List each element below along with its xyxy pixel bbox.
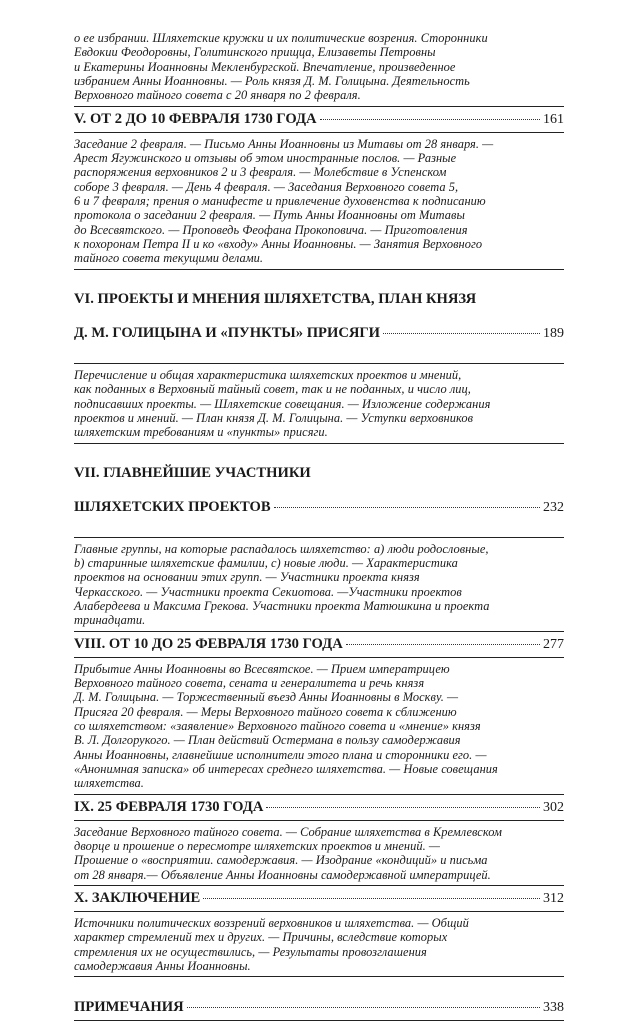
- divider: [74, 106, 564, 107]
- page-number: 312: [543, 891, 564, 907]
- divider: [74, 631, 564, 632]
- divider: [74, 132, 564, 133]
- divider: [74, 1020, 564, 1021]
- dot-leader: [203, 898, 540, 899]
- page-number: 189: [543, 325, 564, 341]
- section-title: V. ОТ 2 ДО 10 ФЕВРАЛЯ 1730 ГОДА: [74, 110, 317, 127]
- divider: [74, 820, 564, 821]
- divider: [74, 911, 564, 912]
- page-number: 302: [543, 799, 564, 815]
- section-description: Заседание Верховного тайного совета. — Собрание шляхетства в Кремлевском дворце и прошение о пересмотре шляхетских проектов и мнений. — Прошение о «восприятии. самодержавия. — Изодрание «кондиций» и письма от 28 января.— Объявление Анны Иоанновны самодержавной императрицей.: [74, 824, 502, 882]
- section-description: Прибытие Анны Иоанновны во Всесвятское. — Прием императрицею Верховного тайного совета, сената и генералитета и речь князя Д. М. Голицына. — Торжественный въезд Анны Иоанновны в Москву. — Присяга 20 февраля. — Меры Верховного тайного совета к сближению со шляхетством: «заявление» Верховного тайного совета и «мнение» князя В. Л. Долгорукого. — План действий Остермана в пользу самодержавия Анны Иоанновны, главнейшие исполнители этого плана и сторонники его. — «Анонимная записка» об интересах среднего шляхетства. — Новые совещания шляхетства.: [74, 661, 498, 791]
- divider: [74, 657, 564, 658]
- intro-description: о ее избрании. Шляхетские кружки и их политические возрения. Сторонники Евдокии Феодоровны, Голитинского прищца, Елизаветы Петровны и Екатерины Иоанновны Мекленбургской. Впечатление, произведенное избранием Анны Иоанновны. — Роль князя Д. М. Голицына. Деятельность Верховного тайного совета с 20 января по 2 февраля.: [74, 31, 488, 103]
- section-description: Источники политических воззрений верховников и шляхетства. — Общий характер стремлений тех и других. — Причины, вследствие которых стремления их не осуществились, — Результаты провозглашения самодержавия Анны Иоанновны.: [74, 916, 469, 974]
- section-title-line-1: VII. ГЛАВНЕЙШИЕ УЧАСТНИКИ: [74, 464, 311, 481]
- section-heading-10: [74, 890, 564, 907]
- page-number: 232: [543, 499, 564, 515]
- dot-leader: [266, 807, 540, 808]
- section-title: X. ЗАКЛЮЧЕНИЕ: [74, 890, 201, 907]
- page-number: 277: [543, 636, 564, 652]
- divider: [74, 794, 564, 795]
- divider: [74, 363, 564, 364]
- page-number: 161: [543, 111, 564, 127]
- dot-leader: [346, 644, 540, 645]
- section-title-line-2: Д. М. ГОЛИЦЫНА И «ПУНКТЫ» ПРИСЯГИ: [74, 324, 381, 341]
- page-number: 338: [543, 1000, 564, 1016]
- section-title: VIII. ОТ 10 ДО 25 ФЕВРАЛЯ 1730 ГОДА: [74, 635, 343, 652]
- section-title-line-1: VI. ПРОЕКТЫ И МНЕНИЯ ШЛЯХЕТСТВА, ПЛАН КНЯЗЯ: [74, 290, 477, 307]
- section-heading-9: [74, 799, 564, 816]
- dot-leader: [320, 119, 540, 120]
- divider: [74, 443, 564, 444]
- section-heading-8: [74, 636, 564, 653]
- section-heading-5: [74, 111, 564, 128]
- section-heading-6: [74, 274, 564, 359]
- notes-title: ПРИМЕЧАНИЯ: [74, 999, 184, 1016]
- divider: [74, 269, 564, 270]
- divider: [74, 885, 564, 886]
- spacer: [74, 981, 564, 997]
- divider: [74, 976, 564, 977]
- dot-leader: [383, 333, 540, 334]
- dot-leader: [274, 507, 540, 508]
- divider: [74, 537, 564, 538]
- section-heading-7: [74, 448, 564, 533]
- section-description: Перечисление и общая характеристика шляхетских проектов и мнений, как поданных в Верховный тайный совет, так и не поданных, и число лиц, подписавших проекты. — Шляхетские совещания. — Изложение содержания проектов и мнений. — План князя Д. М. Голицына. — Уступки верховников шляхетским требованиям и «пункты» присяги.: [74, 367, 491, 440]
- section-title: IX. 25 ФЕВРАЛЯ 1730 ГОДА: [74, 798, 264, 815]
- section-description: Заседание 2 февраля. — Письмо Анны Иоанновны из Митавы от 28 января. — Арест Ягужинского и отзывы об этом иностранные послов. — Разные распоряжения верховников 2 и 3 февраля. — Молебствие в Успенском соборе 3 февраля. — День 4 февраля. — Заседания Верховного совета 5, 6 и 7 февраля; прения о манифесте и привлечение духовенства к подписанию протокола о заседании 2 февраля. — Путь Анны Иоанновны от Митавы до Всесвятского. — Проповедь Феофана Прокоповича. — Приготовления к похоронам Петра II и ко «входу» Анны Иоанновны. — Занятия Верховного тайного совета текущими делами.: [74, 136, 494, 266]
- section-title-line-2: ШЛЯХЕТСКИХ ПРОЕКТОВ: [74, 498, 271, 515]
- table-of-contents: [74, 31, 564, 1025]
- notes-heading: [74, 999, 564, 1016]
- section-description: Главные группы, на которые распадалось шляхетство: а) люди родословные, b) старинные шляхетские фамилии, с) новые люди. — Характеристика проектов на основании этих групп. — Участники проекта князя Черкасского. — Участники проекта Секиотова. —Участники проектов Алабердеева и Максима Грекова. Участники проекта Матюшкина и проекта тринадцати.: [74, 541, 490, 628]
- dot-leader: [187, 1007, 540, 1008]
